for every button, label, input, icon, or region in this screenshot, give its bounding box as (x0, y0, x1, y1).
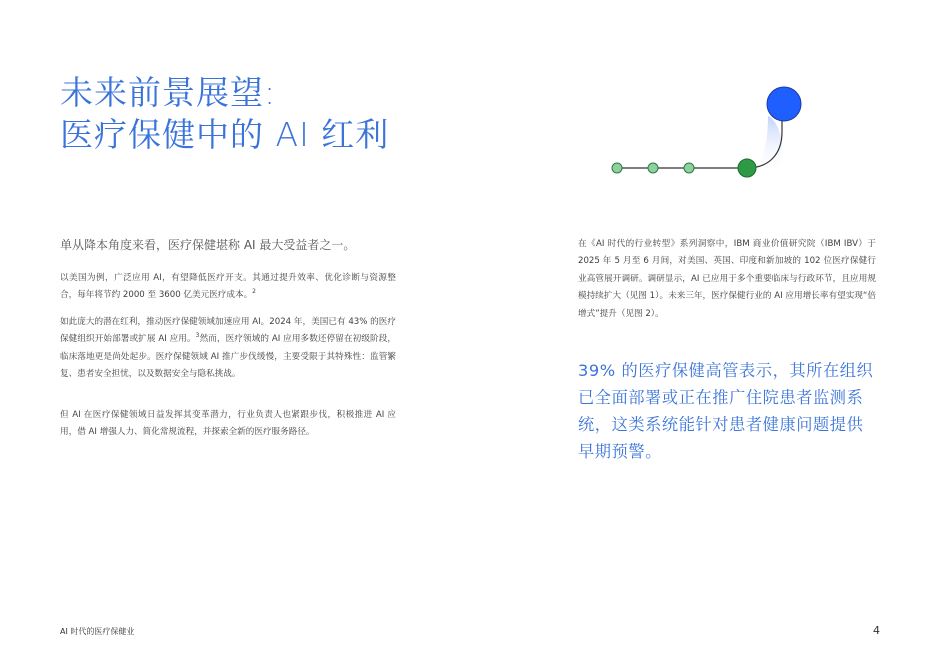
paragraph-2-text-a: 如此庞大的潜在红利，推动医疗保健领域加速应用 AI。2024 年，美国已有 43% 的医疗保健组织开始部署或扩展 AI 应用。 (60, 317, 396, 345)
paragraph-3: 但 AI 在医疗保健领域日益发挥其变革潜力，行业负责人也紧跟步伐，积极推进 AI 应用，借 AI 增强人力、简化常规流程，并探索全新的医疗服务路径。 (60, 410, 396, 438)
timeline-node-1 (612, 163, 622, 173)
footer-publication-title: AI 时代的医疗保健业 (60, 627, 135, 636)
page-number: 4 (873, 624, 880, 637)
timeline-node-target (767, 87, 801, 121)
timeline-illustration (604, 82, 814, 192)
paragraph-2 (60, 314, 396, 384)
paragraph-1-text: 以美国为例，广泛应用 AI，有望降低医疗开支。其通过提升效率、优化诊断与资源整合，每年将节约 2000 至 3600 亿美元医疗成本。 (60, 273, 396, 301)
page-title-line-1: 未来前景展望: (60, 73, 277, 112)
paragraph-1 (60, 270, 396, 305)
timeline-node-4 (738, 159, 756, 177)
footnote-ref-2: 2 (252, 288, 256, 296)
timeline-node-3 (684, 163, 694, 173)
highlight-quote: 39% 的医疗保健高管表示，其所在组织已全面部署或正在推广住院患者监测系统，这类系统能针对患者健康问题提供早期预警。 (578, 361, 874, 461)
page-title (60, 72, 480, 156)
footnote-ref-3: 3 (195, 332, 200, 340)
glow-trail (754, 116, 782, 174)
timeline-node-2 (648, 163, 658, 173)
paragraph-2-text-b: 然而，医疗领域的 AI 应用多数还停留在初级阶段，临床落地更是尚处起步。医疗保健领域 AI 推广步伐缓慢，主要受限于其特殊性：监管繁复、患者安全担忧，以及数据安全与隐私挑战。 (60, 334, 396, 380)
page-title-line-2: 医疗保健中的 AI 红利 (60, 115, 390, 154)
lead-sentence: 单从降本角度来看，医疗保健堪称 AI 最大受益者之一。 (60, 238, 356, 252)
survey-paragraph: 在《AI 时代的行业转型》系列洞察中，IBM 商业价值研究院（IBM IBV）于 2025 年 5 月至 6 月间，对美国、英国、印度和新加坡的 102 位医疗保健行业高管展开调研。调研显示，AI 已应用于多个重要临床与行政环节，且应用规模持续扩大（见图 1）。未来三年，医疗保健行业的 AI 应用增长率有望实现“倍增式”提升（见图 2）。 (578, 239, 876, 319)
